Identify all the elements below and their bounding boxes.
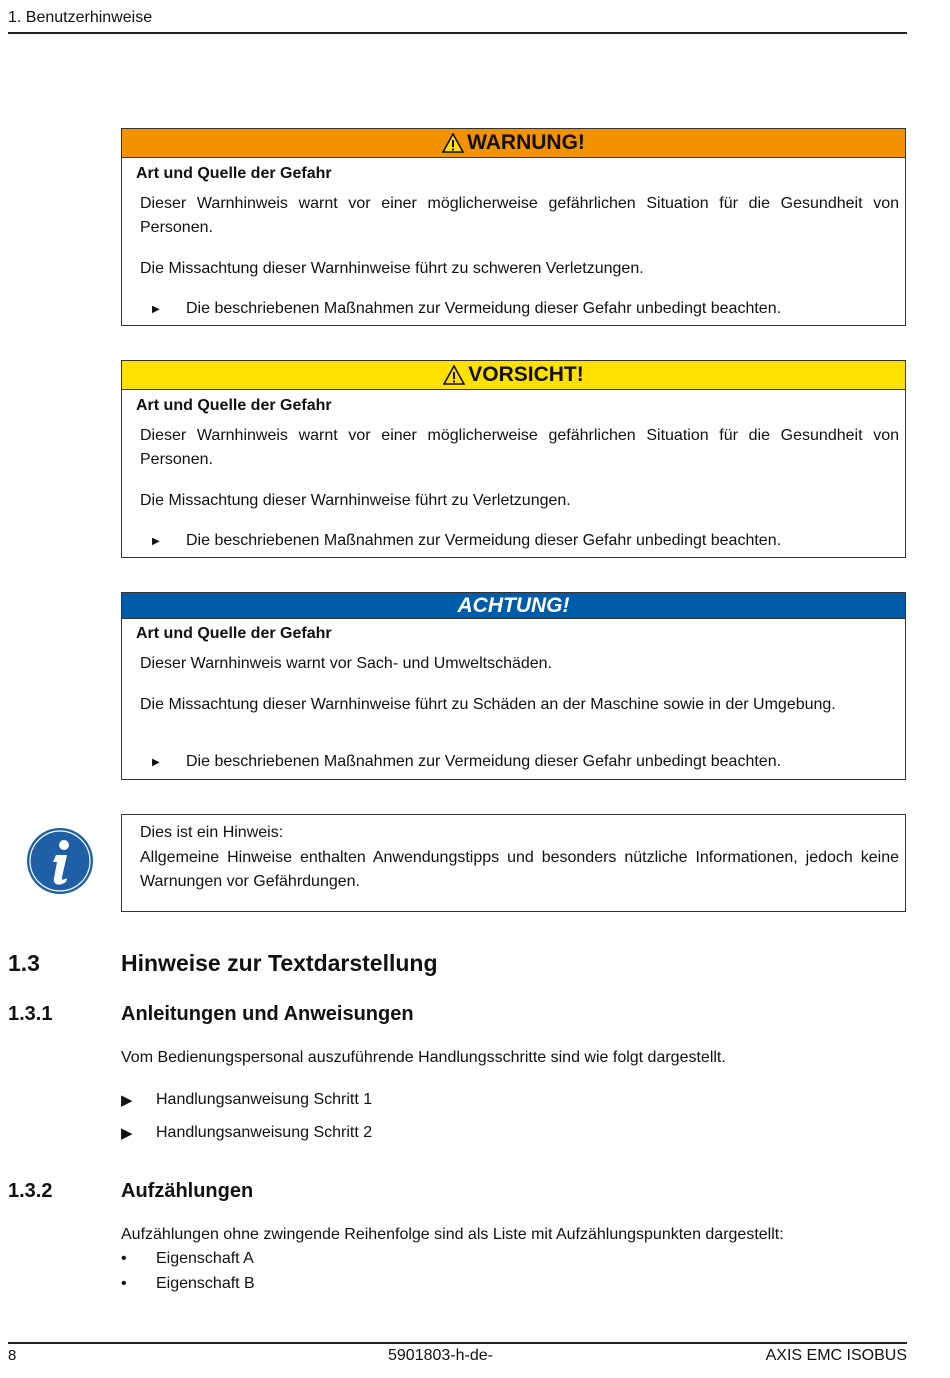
warning-triangle-icon	[442, 133, 464, 153]
caution-header	[122, 361, 905, 390]
notice-text-1: Dieser Warnhinweis warnt vor Sach- und Umweltschäden.	[140, 655, 553, 672]
notice-step: Die beschriebenen Maßnahmen zur Vermeidung dieser Gefahr unbedingt beachten.	[186, 753, 782, 770]
step-arrow-icon: ▶	[121, 1125, 133, 1142]
bullet-icon: •	[121, 1275, 127, 1292]
caution-triangle-icon	[443, 365, 465, 385]
subsection-number: 1.3.2	[8, 1180, 53, 1202]
step-arrow-icon: ▶	[152, 304, 160, 315]
list-item: Eigenschaft B	[156, 1275, 255, 1292]
warning-text-1: Dieser Warnhinweis warnt vor einer möglicherweise gefährlichen Situation für die Gesundheit von Personen.	[140, 195, 899, 236]
hint-title: Dies ist ein Hinweis:	[140, 824, 284, 841]
caution-step: Die beschriebenen Maßnahmen zur Vermeidung dieser Gefahr unbedingt beachten.	[186, 532, 782, 549]
warning-label: Art und Quelle der Gefahr	[136, 165, 332, 182]
notice-box	[121, 592, 906, 780]
info-icon	[26, 827, 94, 895]
running-header: 1. Benutzerhinweise	[8, 9, 153, 26]
list-item: Handlungsanweisung Schritt 2	[156, 1124, 373, 1141]
footer-rule	[8, 1342, 907, 1344]
subsection-title: Aufzählungen	[121, 1180, 254, 1202]
bullet-icon: •	[121, 1250, 127, 1267]
caution-title: VORSICHT!	[468, 363, 584, 386]
list-item: Handlungsanweisung Schritt 1	[156, 1091, 373, 1108]
notice-header	[122, 593, 905, 619]
subsection-title: Anleitungen und Anweisungen	[121, 1003, 414, 1025]
page-number: 8	[8, 1347, 17, 1364]
section-number: 1.3	[8, 950, 40, 976]
step-arrow-icon: ▶	[152, 536, 160, 547]
caution-text-1: Dieser Warnhinweis warnt vor einer möglicherweise gefährlichen Situation für die Gesundheit von Personen.	[140, 427, 899, 468]
hint-text: Allgemeine Hinweise enthalten Anwendungstipps und besonders nützliche Informationen, jedoch keine Warnungen vor Gefährdungen.	[140, 849, 899, 890]
notice-label: Art und Quelle der Gefahr	[136, 625, 332, 642]
list-item: Eigenschaft A	[156, 1250, 254, 1267]
caution-text-2: Die Missachtung dieser Warnhinweise führt zu Verletzungen.	[140, 492, 571, 509]
hint-box	[121, 814, 906, 912]
product-name: AXIS EMC ISOBUS	[765, 1347, 907, 1364]
step-arrow-icon: ▶	[152, 757, 160, 768]
subsection-number: 1.3.1	[8, 1003, 53, 1025]
section-title: Hinweise zur Textdarstellung	[121, 950, 438, 976]
caution-label: Art und Quelle der Gefahr	[136, 397, 332, 414]
warning-header	[122, 129, 905, 158]
warning-step: Die beschriebenen Maßnahmen zur Vermeidung dieser Gefahr unbedingt beachten.	[186, 300, 782, 317]
notice-title: ACHTUNG!	[457, 593, 570, 617]
warning-title: WARNUNG!	[467, 131, 585, 154]
step-arrow-icon: ▶	[121, 1092, 133, 1109]
notice-text-2: Die Missachtung dieser Warnhinweise führt zu Schäden an der Maschine sowie in der Umgebung.	[140, 696, 836, 713]
warning-box	[121, 128, 906, 326]
instructions-intro: Vom Bedienungspersonal auszuführende Handlungsschritte sind wie folgt dargestellt.	[121, 1049, 726, 1066]
enumeration-intro: Aufzählungen ohne zwingende Reihenfolge sind als Liste mit Aufzählungspunkten dargestellt:	[121, 1226, 784, 1243]
warning-text-2: Die Missachtung dieser Warnhinweise führt zu schweren Verletzungen.	[140, 260, 644, 277]
document-id: 5901803-h-de-	[388, 1347, 493, 1364]
header-rule	[8, 32, 907, 34]
caution-box	[121, 360, 906, 558]
